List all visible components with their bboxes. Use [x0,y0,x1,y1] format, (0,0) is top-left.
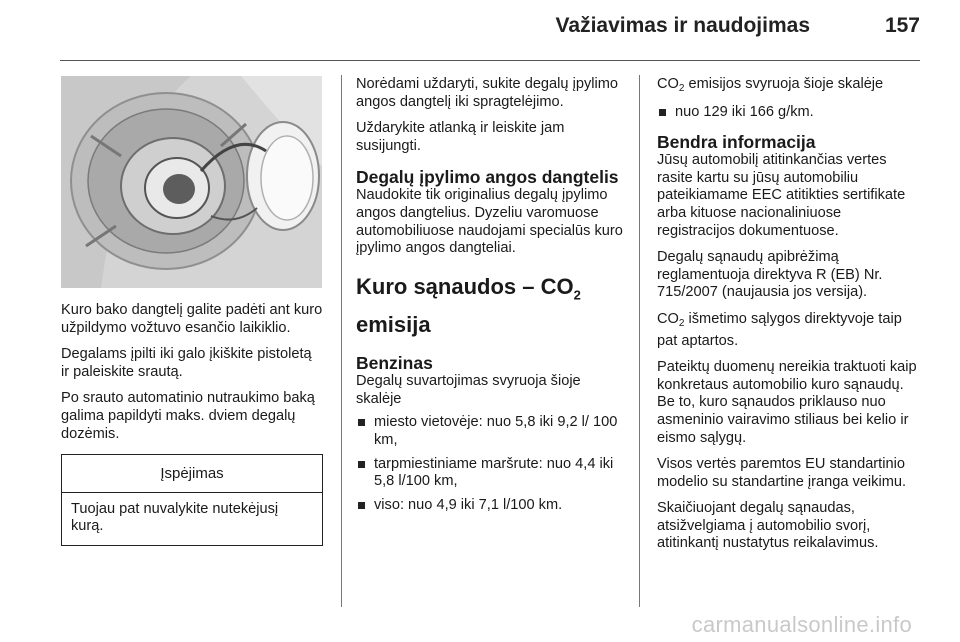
watermark: carmanualsonline.info [691,612,912,637]
section-title-part-b: emisija [356,312,431,338]
bullet-icon [358,419,365,426]
list-item [356,414,626,449]
bullet-icon [358,461,365,468]
list-item-text: miesto vietovėje: nuo 5,8 iki 9,2 l/ 100 km, [374,414,618,448]
paragraph: Degalams įpilti iki galo įkiškite pistoletą ir paleiskite srautą. [61,346,312,380]
warning-text: Tuojau pat nuvalykite nutekėjusį kurą. [71,500,279,535]
column-left [61,76,323,546]
list-item-text: nuo 129 iki 166 g/km. [675,103,814,120]
header-rule [60,60,920,61]
co2-text: emisijos svyruoja šioje skalėje [684,76,884,92]
page-number: 157 [884,14,920,37]
column-divider-2 [639,75,640,607]
warning-title: Įspėjimas [62,455,322,493]
co2-subscript: 2 [678,317,685,329]
co2-conditions-text: išmetimo sąlygos direktyvoje taip pat aptartos. [657,310,902,349]
fuel-cap-photo [61,76,322,288]
list-item [356,456,626,491]
paragraph-co2-range [657,76,919,98]
heading-general-info: Bendra informacija [657,132,816,153]
list-item [657,104,919,122]
paragraph: Norėdami uždaryti, sukite degalų įpylimo angos dangtelį iki spragtelėjimo. [356,76,618,110]
column-middle [356,76,626,520]
paragraph: Naudokite tik originalius degalų įpylimo angos dangtelius. Dyzeliu varomuose automobiliuose naudojami specialūs kuro įpylimo angos dangteliai. [356,187,623,257]
paragraph: Pateiktų duomenų nereikia traktuoti kaip konkretaus automobilio kuro sąnaudų. Be to, kuro sąnaudos priklauso nuo asmeninio vairavimo stiliaus bei kelio ir eismo sąlygų. [657,359,917,446]
co2-label: CO [657,310,679,327]
co2-label: CO [657,76,679,92]
bullet-icon [659,109,666,116]
list-item-text: tarpmiestiniame maršrute: nuo 4,4 iki 5,8 l/100 km, [374,455,614,490]
paragraph: Skaičiuojant degalų sąnaudas, atsižvelgiama į automobilio svorį, atitinkantį nustatytus reikalavimus. [657,500,879,552]
heading-petrol: Benzinas [356,353,433,374]
section-title-subscript: 2 [573,287,581,303]
page-header-title: Važiavimas ir naudojimas [555,14,810,37]
section-title [356,272,626,340]
list-item [356,497,626,515]
paragraph-co2-conditions [657,311,919,350]
co2-subscript: 2 [678,83,685,94]
section-title-part-a: Kuro sąnaudos – CO [356,273,574,299]
paragraph: Kuro bako dangtelį galite padėti ant kuro užpildymo vožtuvo esančio laikiklio. [61,302,323,336]
column-right [657,76,919,562]
column-divider-1 [341,75,342,607]
heading-fuel-cap: Degalų įpylimo angos dangtelis [356,167,619,188]
paragraph: Degalų suvartojimas svyruoja šioje skalėje [356,373,581,407]
bullet-icon [358,502,365,509]
consumption-list [356,414,626,514]
paragraph: Jūsų automobilį atitinkančias vertes rasite kartu su jūsų automobiliu pateikiamame EEC atitikties sertifikate arba kituose nacionaliniuose registracijos dokumentuose. [657,152,906,239]
paragraph: Po srauto automatinio nutraukimo baką galima papildyti maks. dviem degalų dozėmis. [61,390,315,442]
co2-list [657,104,919,122]
paragraph: Visos vertės paremtos EU standartinio modelio su standartine įranga veikimu. [657,456,907,490]
paragraph: Uždarykite atlanką ir leiskite jam susijungti. [356,120,565,154]
list-item-text: viso: nuo 4,9 iki 7,1 l/100 km. [374,496,563,513]
warning-box [61,454,323,546]
paragraph: Degalų sąnaudų apibrėžimą reglamentuoja direktyva R (EB) Nr. 715/2007 (naujausia jos versija). [657,249,883,301]
